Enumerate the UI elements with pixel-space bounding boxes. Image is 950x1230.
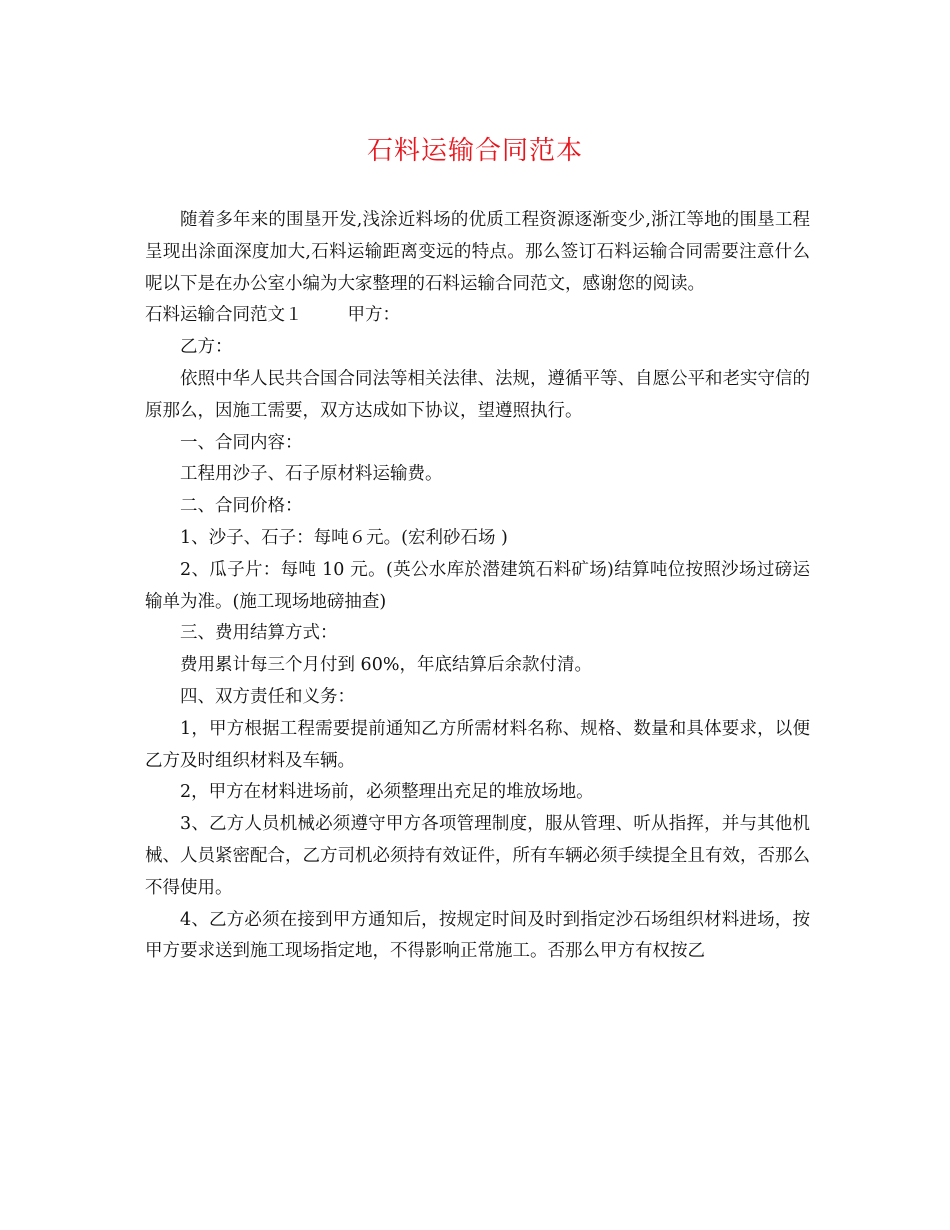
- document-body: [145, 205, 810, 968]
- document-title: 石料运输合同范本: [366, 136, 583, 166]
- duty-item-1: 1，甲方根据工程需要提前通知乙方所需材料名称、规格、数量和具体要求，以便乙方及时组织材料及车辆。: [145, 718, 810, 771]
- party-a-label: 甲方：: [347, 305, 400, 326]
- party-b-label: 乙方：: [180, 337, 233, 358]
- section-3-body: 费用累计每三个月付到 60%，年底结算后余款付清。: [180, 655, 592, 676]
- intro-paragraph: 随着多年来的围垦开发,浅涂近料场的优质工程资源逐渐变少,浙江等地的围垦工程呈现出涂面深度加大,石料运输距离变远的特点。那么签订石料运输合同需要注意什么呢以下是在办公室小编为大家整理的石料运输合同范文，感谢您的阅读。: [145, 210, 810, 294]
- section-1-body: 工程用沙子、石子原材料运输费。: [180, 464, 443, 485]
- section-3-title: 三、费用结算方式：: [180, 623, 338, 644]
- preamble-paragraph: 依照中华人民共合国合同法等相关法律、法规，遵循平等、自愿公平和老实守信的原那么，因施工需要，双方达成如下协议，望遵照执行。: [145, 368, 810, 421]
- sample-label: 石料运输合同范文１: [145, 305, 303, 326]
- section-2-title: 二、合同价格：: [180, 496, 303, 517]
- duty-item-2: 2，甲方在材料进场前，必须整理出充足的堆放场地。: [180, 782, 594, 803]
- price-item-1: 1、沙子、石子：每吨６元。(宏利砂石场 ): [180, 527, 508, 548]
- price-item-2: 2、瓜子片：每吨 10 元。(英公水库於潜建筑石料矿场)结算吨位按照沙场过磅运输单为准。(施工现场地磅抽查): [145, 559, 810, 612]
- duty-item-4: 4、乙方必须在接到甲方通知后，按规定时间及时到指定沙石场组织材料进场，按甲方要求送到施工现场指定地，不得影响正常施工。否那么甲方有权按乙: [145, 909, 810, 962]
- duty-item-3: 3、乙方人员机械必须遵守甲方各项管理制度，服从管理、听从指挥，并与其他机械、人员紧密配合，乙方司机必须持有效证件，所有车辆必须手续提全且有效，否那么不得使用。: [145, 814, 810, 898]
- section-1-title: 一、合同内容：: [180, 432, 303, 453]
- section-4-title: 四、双方责任和义务：: [180, 686, 355, 707]
- sample-heading-line: [145, 300, 810, 332]
